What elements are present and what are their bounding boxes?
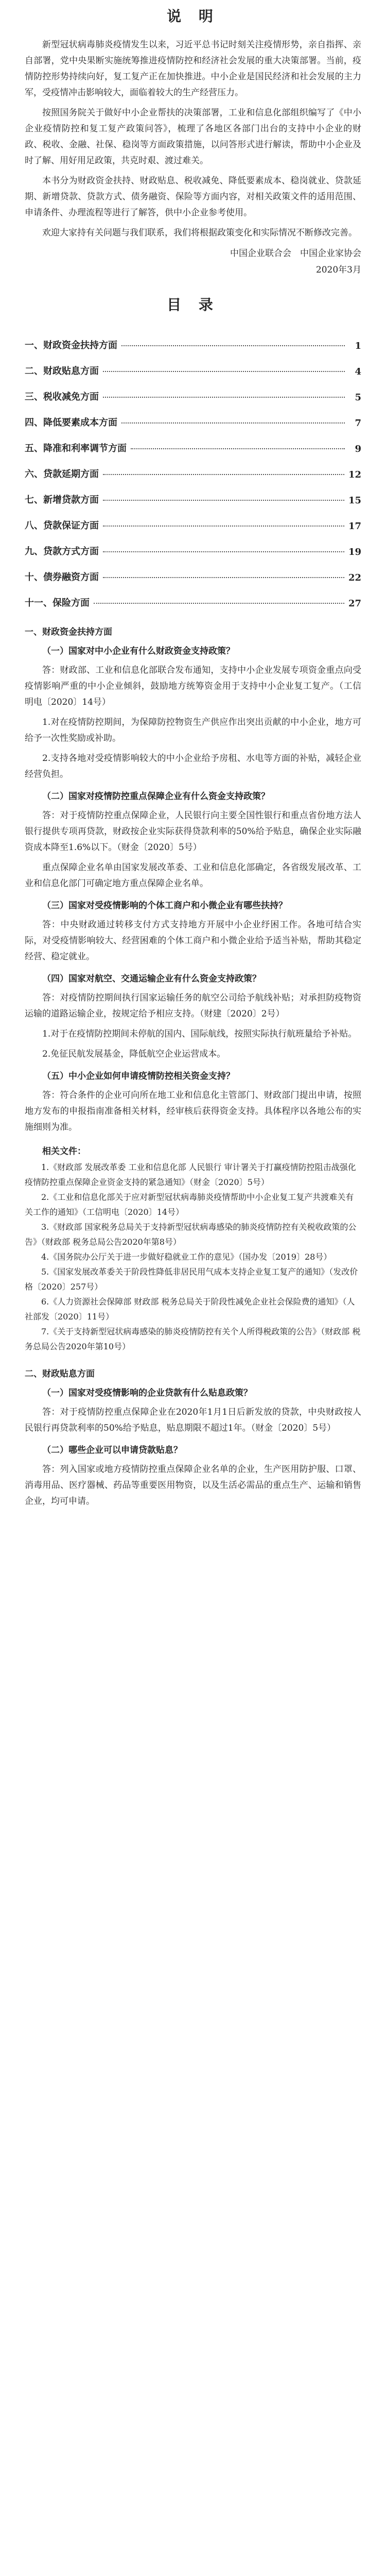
toc-item-page: 4: [355, 366, 361, 377]
question: （一）国家对受疫情影响的企业贷款有什么贴息政策？: [42, 1388, 252, 1398]
toc-leader: [121, 345, 345, 346]
answer-paragraph: 1.对于在疫情防控期间未停航的国内、国际航线，按照实际执行航班量给予补贴。: [42, 1029, 357, 1039]
toc-item[interactable]: [25, 557, 361, 583]
answer-paragraph: 答：中央财政通过转移支付方式支持地方开展中小企业纾困工作。各地可结合实际，对受疫情影响较大、经营困难的个体工商户和小微企业给予适当补贴，帮助其稳定经营、稳定就业。: [25, 920, 361, 962]
section-heading: 二、财政贴息方面: [25, 1369, 95, 1379]
toc-item-label: 三、税收减免方面: [25, 392, 99, 402]
toc-title: 目 录: [167, 296, 219, 313]
qa-item: [25, 643, 361, 783]
reference-item: 1.《财政部 发展改革委 工业和信息化部 人民银行 审计署关于打赢疫情防控阻击战强化疫情防控重点保障企业资金支持的紧急通知》（财金〔2020〕5号）: [25, 1162, 356, 1187]
toc-item-page: 7: [355, 418, 361, 429]
toc-item-label: 一、财政资金扶持方面: [25, 340, 117, 351]
question: （二）国家对疫情防控重点保障企业有什么资金支持政策？: [42, 791, 270, 802]
toc-leader: [103, 397, 345, 398]
reference-item: 5.《国家发展改革委关于阶段性降低非居民用气成本支持企业复工复产的通知》（发改价格〔2020〕257号）: [25, 1267, 358, 1292]
toc-leader: [94, 603, 344, 604]
toc-item-label: 二、财政贴息方面: [25, 366, 99, 377]
toc-item-page: 5: [355, 392, 361, 403]
document-body: [25, 0, 361, 1514]
toc-item-label: 十一、保险方面: [25, 598, 90, 608]
toc-item[interactable]: [25, 403, 361, 429]
section-interest-subsidy: [25, 1366, 361, 1510]
toc-item-page: 15: [348, 495, 361, 506]
toc-item-label: 五、降准和利率调节方面: [25, 443, 127, 454]
reference-item: 6.《人力资源社会保障部 财政部 税务总局关于阶段性减免企业社会保险费的通知》（人社部发〔2020〕11号）: [25, 1297, 355, 1321]
toc-leader: [103, 474, 344, 475]
qa-item: [25, 789, 361, 892]
toc-item-page: 27: [348, 598, 361, 609]
qa-item: [25, 1385, 361, 1436]
preface-title: 说 明: [167, 8, 219, 25]
qa-item: [25, 1069, 361, 1136]
toc-section: [25, 294, 361, 609]
qa-item: [25, 898, 361, 965]
toc-item[interactable]: [25, 583, 361, 609]
answer-paragraph: 重点保障企业名单由国家发展改革委、工业和信息化部确定，各省级发展改革、工业和信息化部门可确定地方重点保障企业名单。: [25, 862, 361, 889]
reference-item: 7.《关于支持新型冠状病毒感染的肺炎疫情防控有关个人所得税政策的公告》（财政部 税务总局公告2020年第10号）: [25, 1327, 361, 1351]
reference-item: 4.《国务院办公厅关于进一步做好稳就业工作的意见》（国办发〔2019〕28号）: [41, 1252, 332, 1262]
preface-paragraph: 本书分为财政资金扶持、财政贴息、税收减免、降低要素成本、稳岗就业、贷款延期、新增贷款、贷款方式、债务融资、保险等方面内容，对相关政策文件的适用范围、申请条件、办理流程等进行了解答，供中小企业参考使用。: [25, 176, 361, 218]
question: （五）中小企业如何申请疫情防控相关资金支持？: [42, 1071, 235, 1081]
answer-paragraph: 1.对在疫情防控期间，为保障防控物资生产供应作出突出贡献的中小企业，地方可给予一次性奖励或补助。: [25, 717, 361, 743]
toc-leader: [121, 422, 345, 423]
question: （一）国家对中小企业有什么财政资金支持政策？: [42, 646, 235, 656]
answer-paragraph: 答：列入国家或地方疫情防控重点保障企业名单的企业，生产医用防护服、口罩、消毒用品、医疗器械、药品等重要医用物资，以及生活必需品的重点生产、运输和销售企业，均可申请。: [25, 1464, 361, 1506]
toc-item-label: 九、贷款方式方面: [25, 546, 99, 557]
toc-item-label: 六、贷款延期方面: [25, 469, 99, 480]
toc-item-page: 1: [355, 341, 361, 351]
answer-paragraph: 答：财政部、工业和信息化部联合发布通知，支持中小企业发展专项资金重点向受疫情影响严重的中小企业倾斜，鼓励地方统筹资金用于支持中小企业复工复产。（工信明电〔2020〕14号）: [25, 665, 361, 707]
toc-leader: [103, 371, 345, 372]
toc-item-label: 七、新增贷款方面: [25, 495, 99, 505]
toc-item-page: 17: [348, 521, 361, 532]
toc-item-page: 9: [355, 444, 361, 454]
answer-paragraph: 2.支持各地对受疫情影响较大的中小企业给予房租、水电等方面的补贴，减轻企业经营负担。: [25, 753, 361, 779]
section-fiscal-support: [25, 624, 361, 1136]
toc-leader: [103, 500, 344, 501]
answer-paragraph: 2.免征民航发展基金，降低航空企业运营成本。: [42, 1049, 226, 1059]
toc-item[interactable]: [25, 377, 361, 403]
references-title: 相关文件：: [42, 1146, 86, 1157]
toc-leader: [103, 551, 344, 552]
toc-item-page: 12: [348, 469, 361, 480]
toc-item[interactable]: [25, 351, 361, 377]
toc-item-label: 十、债券融资方面: [25, 572, 99, 583]
qa-item: [25, 1443, 361, 1510]
answer-paragraph: 答：对于疫情防控重点保障企业在2020年1月1日后新发放的贷款，中央财政按人民银行再贷款利率的50%给予贴息，贴息期限不超过1年。（财金〔2020〕5号）: [25, 1407, 361, 1433]
section-heading: 一、财政资金扶持方面: [25, 627, 112, 637]
toc-item-label: 八、贷款保证方面: [25, 520, 99, 531]
answer-paragraph: 答：对疫情防控期间执行国家运输任务的航空公司给予航线补贴；对承担防疫物资运输的道路运输企业，按规定给予相应支持。（财建〔2020〕2号）: [25, 993, 361, 1019]
toc-list: [25, 326, 361, 609]
preface-paragraph: 欢迎大家持有关问题与我们联系，我们将根据政策变化和实际情况不断修改完善。: [42, 228, 357, 238]
reference-item: 3.《财政部 国家税务总局关于支持新型冠状病毒感染的肺炎疫情防控有关税收政策的公告》（财政部 税务总局公告2020年第8号）: [25, 1222, 357, 1247]
toc-leader: [103, 577, 344, 578]
toc-item-label: 四、降低要素成本方面: [25, 417, 117, 428]
toc-item[interactable]: [25, 326, 361, 351]
question: （三）国家对受疫情影响的个体工商户和小微企业有哪些扶持？: [42, 901, 287, 911]
preface-signature: [25, 245, 361, 278]
answer-paragraph: 答：对于疫情防控重点保障企业，人民银行向主要全国性银行和重点省份地方法人银行提供专项再贷款，财政按企业实际获得贷款利率的50%给予贴息，确保企业实际融资成本降至1.6%以下。（财金〔2020〕5号）: [25, 810, 361, 853]
toc-item-page: 22: [348, 572, 361, 583]
toc-item[interactable]: [25, 429, 361, 454]
toc-item[interactable]: [25, 532, 361, 557]
question: （二）哪些企业可以申请贷款贴息？: [42, 1445, 182, 1455]
signature-org: 中国企业联合会 中国企业家协会: [230, 248, 361, 259]
toc-item[interactable]: [25, 454, 361, 480]
reference-item: 2.《工业和信息化部关于应对新型冠状病毒肺炎疫情帮助中小企业复工复产共渡难关有关工作的通知》（工信明电〔2020〕14号）: [25, 1192, 354, 1217]
references-section: [25, 1144, 361, 1354]
preface-section: [25, 5, 361, 278]
answer-paragraph: 答：符合条件的企业可向所在地工业和信息化主管部门、财政部门提出申请，按照地方发布的申报指南准备相关材料，经审核后获得资金支持。具体程序以各地公布的实施细则为准。: [25, 1090, 361, 1132]
signature-date: 2020年3月: [315, 265, 361, 275]
toc-item-page: 19: [348, 547, 361, 557]
preface-paragraph: 按照国务院关于做好中小企业帮扶的决策部署，工业和信息化部组织编写了《中小企业疫情防控和复工复产政策问答》，梳理了各地区各部门出台的支持中小企业的财政、税收、金融、社保、稳岗等方面政策措施，以问答形式进行解读，帮助中小企业及时了解、用好用足政策，共克时艰、渡过难关。: [25, 108, 361, 166]
toc-leader: [131, 448, 345, 449]
toc-item[interactable]: [25, 480, 361, 506]
preface-paragraph: 新型冠状病毒肺炎疫情发生以来，习近平总书记时刻关注疫情形势，亲自指挥、亲自部署，党中央果断实施统筹推进疫情防控和经济社会发展的重大决策部署。当前，疫情防控形势持续向好，复工复产正在加快推进。中小企业是国民经济和社会发展的主力军，受疫情冲击影响较大，面临着较大的生产经营压力。: [25, 40, 361, 98]
toc-leader: [103, 526, 344, 527]
question: （四）国家对航空、交通运输企业有什么资金支持政策？: [42, 974, 261, 984]
toc-item[interactable]: [25, 506, 361, 532]
qa-item: [25, 971, 361, 1062]
